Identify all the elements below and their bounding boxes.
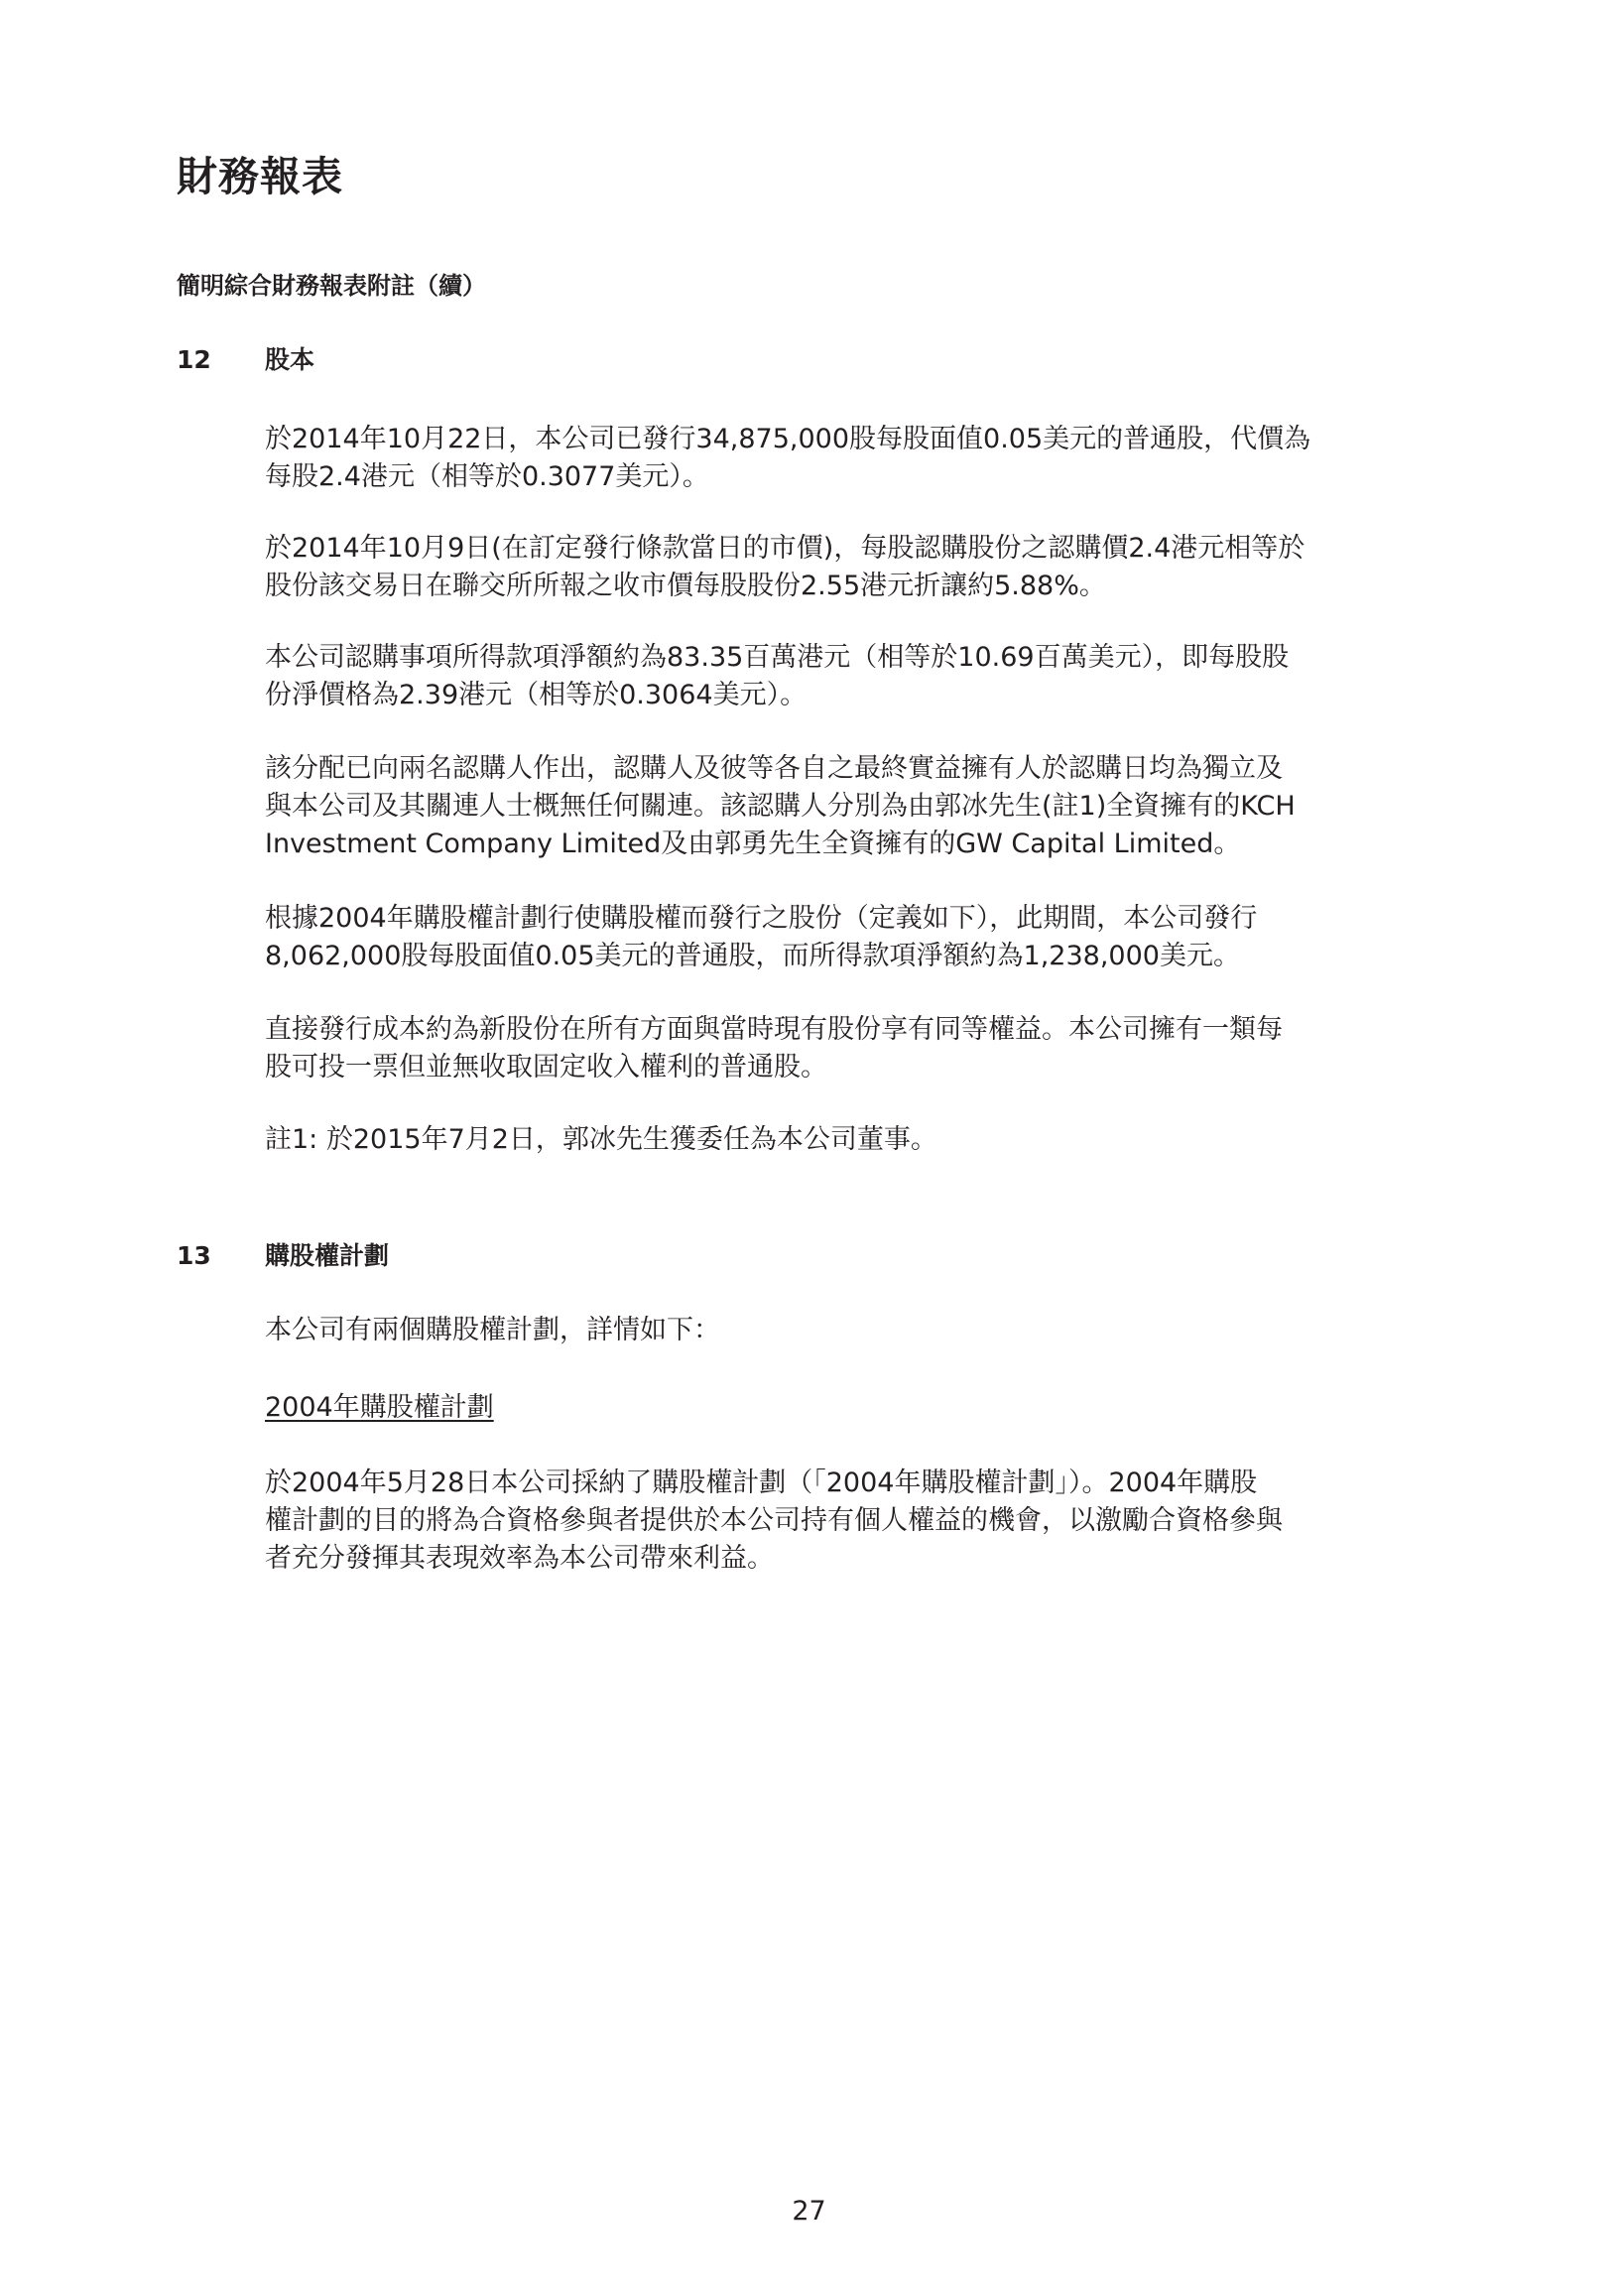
paragraph-option-exercise — [265, 900, 1455, 975]
section-number: 12 — [177, 345, 211, 374]
paragraph-scheme-adoption — [265, 1465, 1455, 1578]
text-line: 份淨價格為2.39港元（相等於0.3064美元）。 — [265, 680, 808, 710]
text-line: 本公司認購事項所得款項淨額約為83.35百萬港元（相等於10.69百萬美元），即每股股 — [265, 642, 1290, 673]
text-line: 直接發行成本約為新股份在所有方面與當時現有股份享有同等權益。本公司擁有一類每 — [265, 1014, 1283, 1045]
text-line: Investment Company Limited及由郭勇先生全資擁有的GW Capital Limited。 — [265, 829, 1241, 859]
section-13-heading — [177, 1241, 389, 1271]
text-line: 每股2.4港元（相等於0.3077美元）。 — [265, 461, 709, 492]
text-line: 8,062,000股每股面值0.05美元的普通股，而所得款項淨額約為1,238,000美元。 — [265, 941, 1240, 971]
page-number: 27 — [792, 2196, 826, 2227]
text-line: 於2014年10月9日(在訂定發行條款當日的市價)，每股認購股份之認購價2.4港元相等於 — [265, 533, 1306, 564]
text-line: 根據2004年購股權計劃行使購股權而發行之股份（定義如下），此期間，本公司發行 — [265, 903, 1258, 934]
text-line: 與本公司及其關連人士概無任何關連。該認購人分別為由郭冰先生(註1)全資擁有的KCH — [265, 791, 1296, 822]
paragraph-subscribers — [265, 750, 1455, 863]
section-title: 股本 — [265, 345, 315, 374]
section-number: 13 — [177, 1241, 211, 1270]
text-line: 股份該交易日在聯交所所報之收市價每股股份2.55港元折讓約5.88%。 — [265, 571, 1106, 601]
paragraph-note-1 — [265, 1121, 1455, 1159]
paragraph-net-proceeds — [265, 639, 1455, 714]
text-line: 本公司有兩個購股權計劃，詳情如下： — [265, 1315, 720, 1345]
text-line: 權計劃的目的將為合資格參與者提供於本公司持有個人權益的機會，以激勵合資格參與 — [265, 1505, 1283, 1536]
paragraph-schemes-intro — [265, 1312, 1455, 1349]
text-line: 該分配已向兩名認購人作出，認購人及彼等各自之最終實益擁有人於認購日均為獨立及 — [265, 753, 1283, 784]
scheme-heading-text: 2004年購股權計劃 — [265, 1392, 494, 1423]
text-line: 於2004年5月28日本公司採納了購股權計劃（「2004年購股權計劃」）。2004年購股 — [265, 1467, 1258, 1498]
text-line: 股可投一票但並無收取固定收入權利的普通股。 — [265, 1052, 827, 1083]
paragraph-subscription-price — [265, 530, 1455, 605]
notes-subtitle: 簡明綜合財務報表附註（續） — [177, 272, 486, 300]
section-title: 購股權計劃 — [265, 1241, 390, 1270]
text-line: 者充分發揮其表現效率為本公司帶來利益。 — [265, 1543, 774, 1574]
scheme-heading — [265, 1389, 1455, 1427]
text-line: 註1: 於2015年7月2日，郭冰先生獲委任為本公司董事。 — [265, 1124, 937, 1155]
text-line: 於2014年10月22日，本公司已發行34,875,000股每股面值0.05美元的普通股，代價為 — [265, 424, 1311, 454]
section-12-heading — [177, 345, 314, 375]
page-title: 財務報表 — [177, 153, 343, 200]
paragraph-issue-cost — [265, 1011, 1455, 1086]
paragraph-share-issue — [265, 421, 1455, 496]
